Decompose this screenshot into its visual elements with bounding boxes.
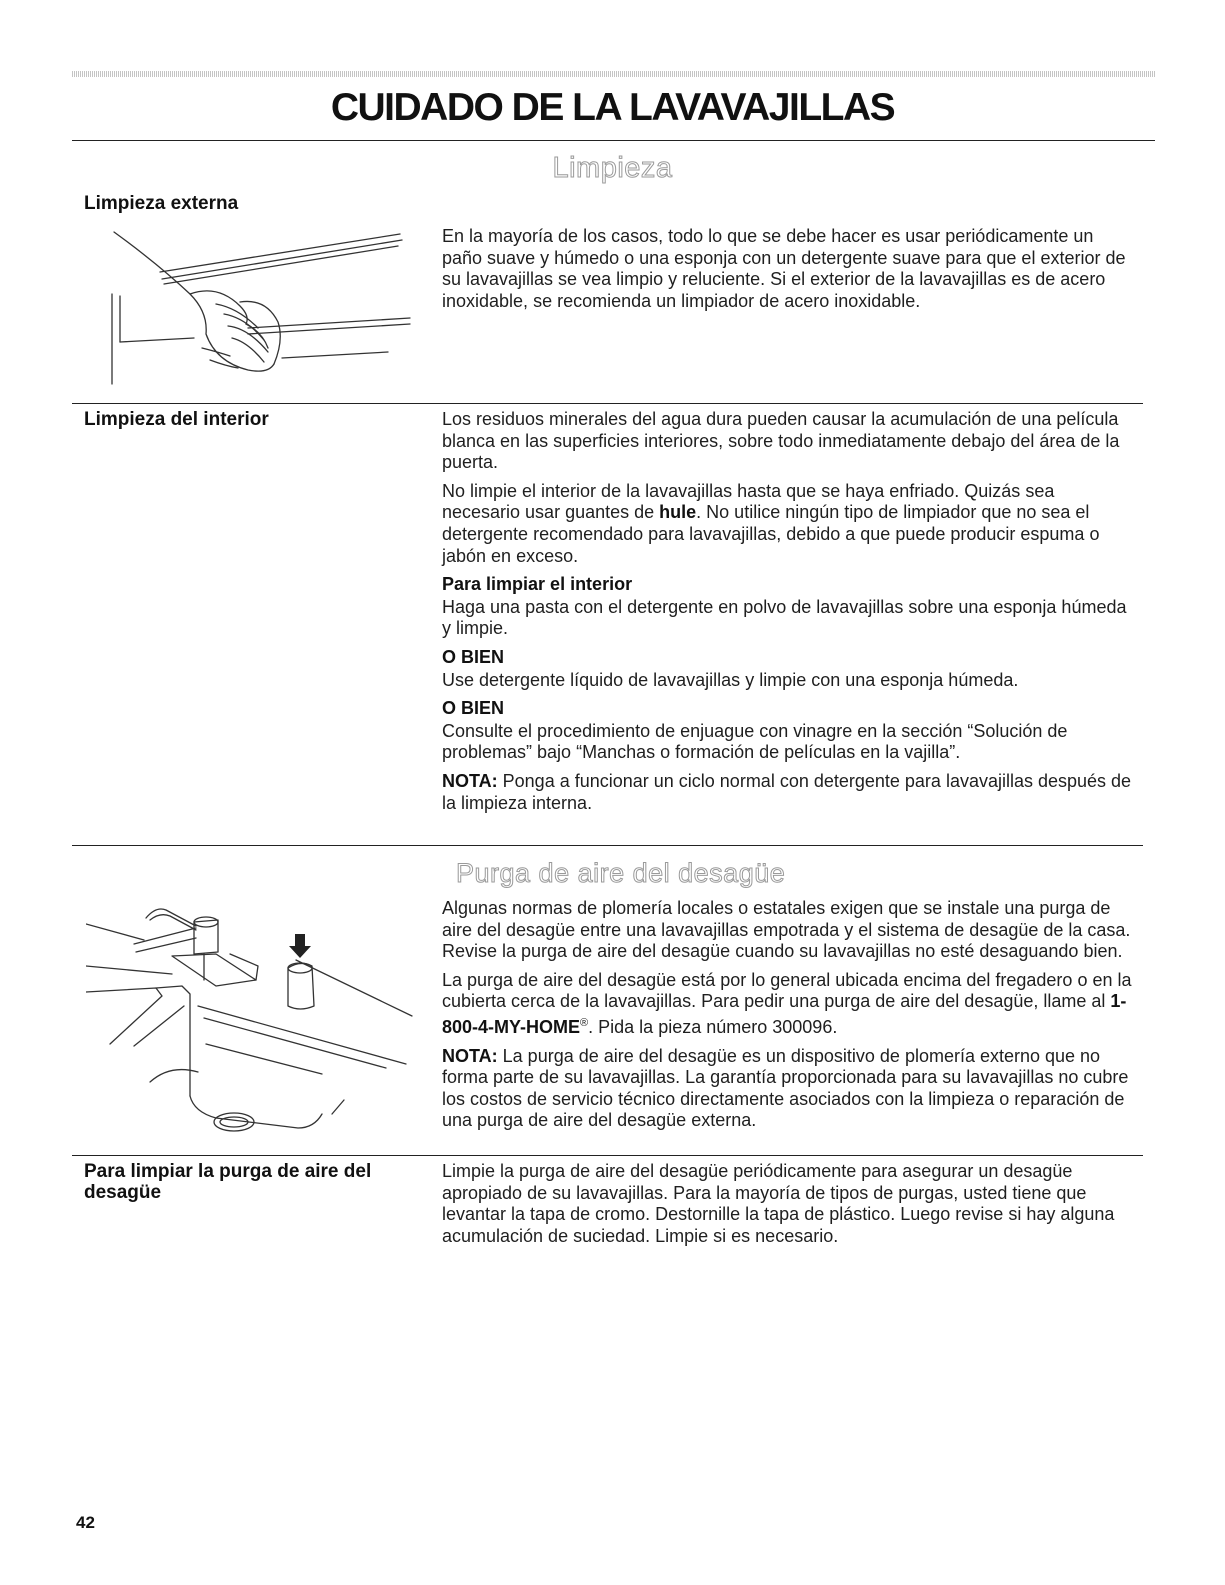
- registered-mark: ®: [580, 1016, 589, 1029]
- divider-purga: [72, 845, 1143, 846]
- paragraph-purga-2-a: La purga de aire del desagüe está por lo general ubicada encima del fregadero o en la cubierta cerca de la lavavajillas. Para pedir una purga de aire del desagüe, llame al: [442, 969, 1132, 1012]
- title-rule: [72, 140, 1155, 141]
- note-text-interior: Ponga a funcionar un ciclo normal con detergente para lavavajillas después de la limpieza interna.: [442, 770, 1132, 813]
- sink-air-gap-illustration: [86, 896, 420, 1148]
- section-title-limpieza: Limpieza: [552, 152, 673, 184]
- heading-limpieza-externa: Limpieza externa: [84, 193, 239, 214]
- page-number: 42: [76, 1513, 95, 1532]
- paragraph-interior-4: Use detergente líquido de lavavajillas y limpie con una esponja húmeda.: [442, 669, 1019, 690]
- paragraph-limpieza-externa: En la mayoría de los casos, todo lo que se debe hacer es usar periódicamente un paño suave y húmedo o una esponja con un detergente suave para que el exterior de su lavavajillas se vea limpio y reluciente. Si el exterior de la lavavajillas es de acero inoxidable, se recomienda un limpiador de acero inoxidable.: [442, 226, 1126, 311]
- top-dotted-rule: [72, 71, 1155, 77]
- paragraph-purga-2: [442, 970, 1132, 1039]
- text-purga: [442, 898, 1132, 1139]
- paragraph-interior-2-c: . No utilice ningún tipo de limpiador que no sea el detergente recomendado para lavavajillas, debido a que puede producir espuma o jabón en exceso.: [442, 502, 1100, 566]
- page-title: CUIDADO DE LA LAVAVAJILLAS: [330, 86, 895, 129]
- paragraph-interior-1: Los residuos minerales del agua dura pueden causar la acumulación de una película blanca en las superficies interiores, sobre todo inmediatamente debajo del área de la puerta.: [442, 409, 1120, 473]
- label-o-bien-2: O BIEN: [442, 698, 505, 719]
- label-o-bien-1: O BIEN: [442, 646, 505, 667]
- text-limpieza-externa: [442, 226, 1132, 319]
- paragraph-interior-2: [442, 481, 1132, 567]
- note-interior: [442, 771, 1132, 814]
- paragraph-purga-1: Algunas normas de plomería locales o estatales exigen que se instale una purga de aire del desagüe entre una lavavajillas empotrada y el sistema de desagüe de la casa. Revise la purga de aire del desagüe cuando su lavavajillas no esté desaguando bien.: [442, 898, 1131, 962]
- paragraph-purga-2-b: . Pida la pieza número 300096.: [588, 1016, 838, 1037]
- phone-number: 1-800-4-MY-HOME: [442, 991, 1127, 1037]
- divider-interior: [72, 403, 1143, 404]
- paragraph-limpiar-purga: Limpie la purga de aire del desagüe periódicamente para asegurar un desagüe apropiado de su lavavajillas. Para la mayoría de tipos de purgas, usted tiene que levantar la tapa de cromo. Destornille la tapa de plástico. Luego revise si hay alguna acumulación de suciedad. Limpie si es necesario.: [442, 1161, 1115, 1246]
- heading-limpiar-purga: Para limpiar la purga de aire del desagüe: [84, 1161, 372, 1203]
- divider-limpiar-purga: [72, 1155, 1143, 1156]
- note-label-interior: NOTA:: [442, 770, 498, 791]
- hand-wiping-illustration: [98, 224, 416, 386]
- paragraph-interior-2-hule: hule: [659, 502, 697, 523]
- note-purga: [442, 1046, 1132, 1132]
- note-text-purga: La purga de aire del desagüe es un dispositivo de plomería externo que no forma parte de su lavavajillas. La garantía proporcionada para su lavavajillas no cubre los costos de servicio técnico directamente asociados con la limpieza o reparación de una purga de aire del desagüe externa.: [442, 1045, 1129, 1131]
- text-limpiar-purga: [442, 1161, 1132, 1254]
- paragraph-interior-5: Consulte el procedimiento de enjuague con vinagre en la sección “Solución de problemas” bajo “Manchas o formación de películas en la vajilla”.: [442, 720, 1068, 763]
- text-limpieza-interior: [442, 409, 1132, 821]
- section-title-purga: Purga de aire del desagüe: [456, 858, 786, 888]
- subheading-para-limpiar-interior: Para limpiar el interior: [442, 574, 633, 595]
- note-label-purga: NOTA:: [442, 1045, 498, 1066]
- paragraph-interior-3: Haga una pasta con el detergente en polvo de lavavajillas sobre una esponja húmeda y limpie.: [442, 596, 1127, 639]
- heading-limpieza-interior: Limpieza del interior: [84, 409, 269, 430]
- paragraph-interior-2-a: No limpie el interior de la lavavajillas hasta que se haya enfriado. Quizás sea necesario usar guantes de: [442, 480, 1055, 523]
